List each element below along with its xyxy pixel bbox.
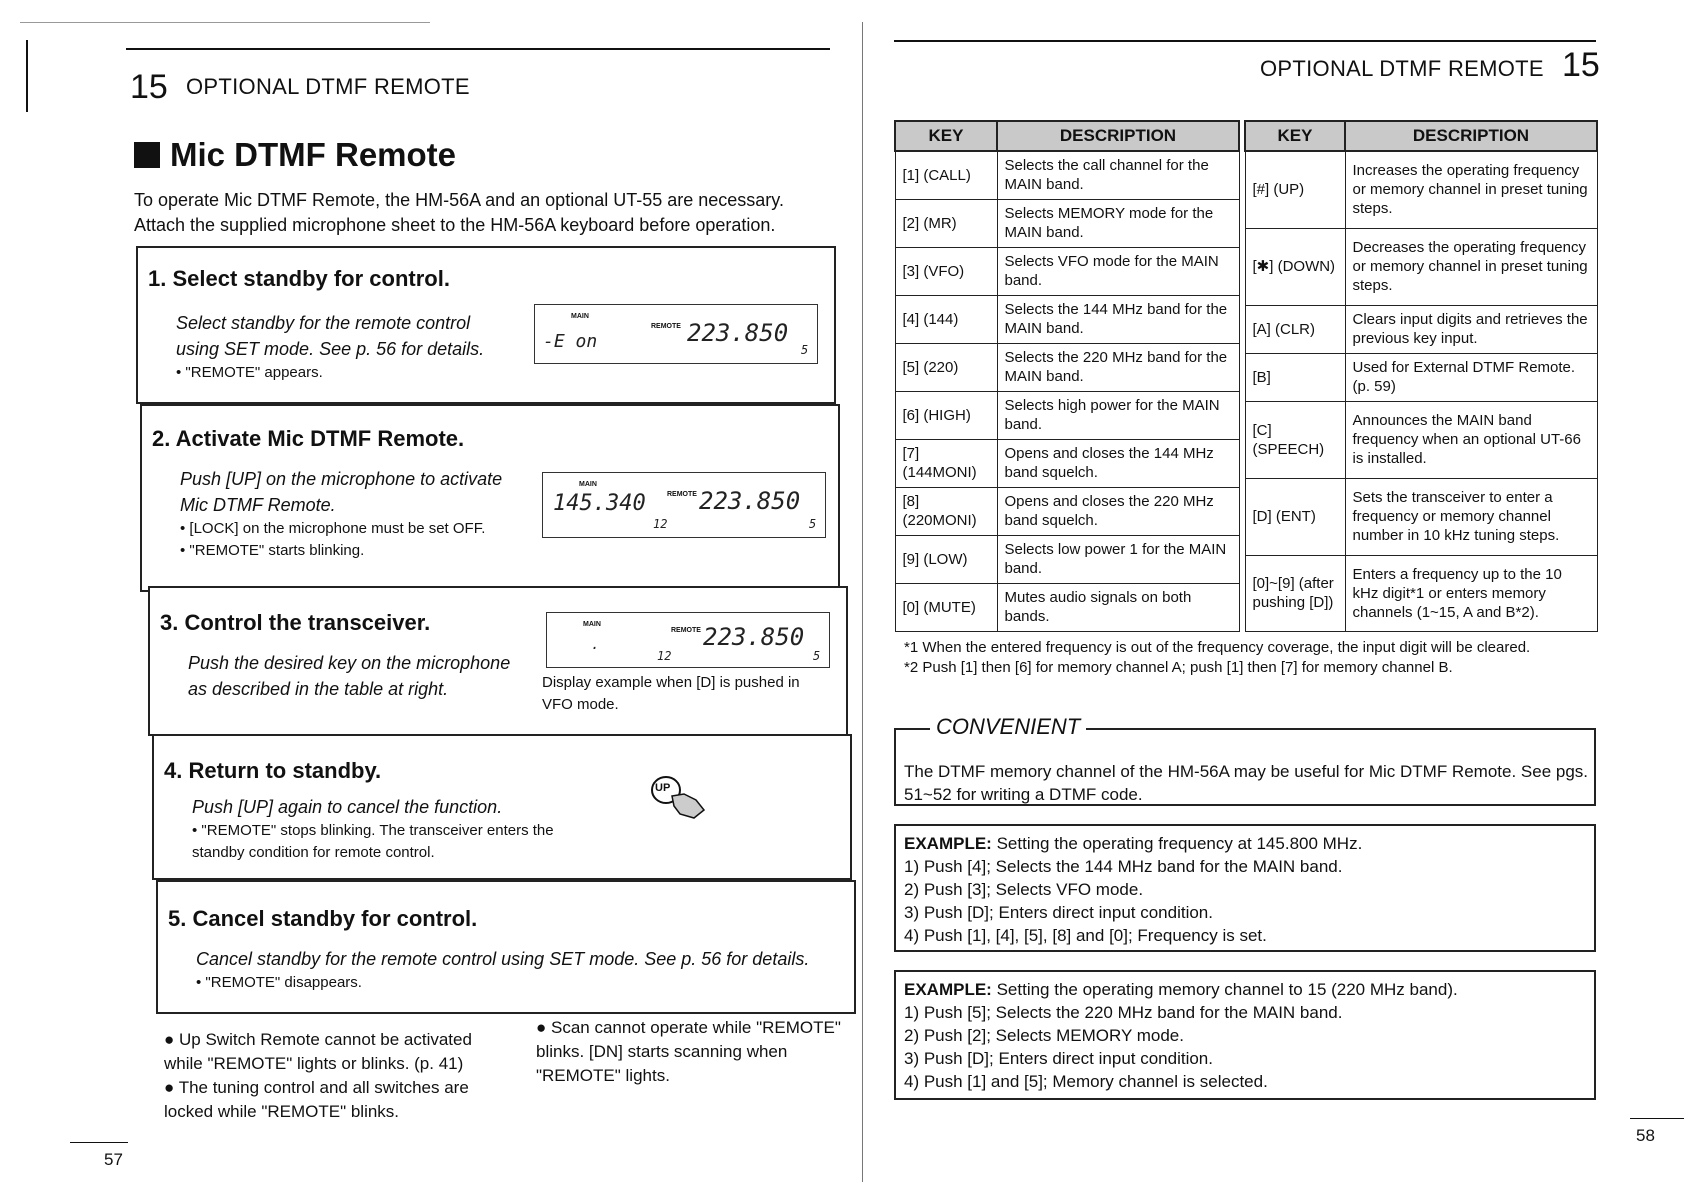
step-1-bullet: • "REMOTE" appears.	[176, 364, 323, 381]
step-1-body: Select standby for the remote control using SET mode. See p. 56 for details. • "REMOTE" appears.	[176, 310, 506, 384]
step-4-title: 4. Return to standby.	[164, 758, 382, 783]
example-2-step: 1) Push [5]; Selects the 220 MHz band for the MAIN band.	[904, 1003, 1343, 1022]
section-title: Mic DTMF Remote	[134, 136, 456, 174]
left-header-rule	[126, 48, 830, 50]
step-4-bullet: • "REMOTE" stops blinking. The transceiver enters the standby condition for remote control.	[192, 822, 554, 861]
column-header-description: DESCRIPTION	[1345, 121, 1597, 151]
lcd-right-frequency: 223.850	[687, 319, 789, 347]
remote-indicator-blinking: REMOTE	[671, 627, 701, 634]
table-row	[1245, 555, 1597, 631]
up-key-press-icon	[650, 774, 710, 820]
table-row	[1245, 353, 1597, 401]
right-header-title: OPTIONAL DTMF REMOTE	[1260, 56, 1544, 81]
right-footer-rule	[1630, 1118, 1684, 1119]
key-table-left	[894, 120, 1240, 632]
note-item: ● Up Switch Remote cannot be activated while "REMOTE" lights or blinks. (p. 41)	[164, 1030, 472, 1073]
step-4-body: Push [UP] again to cancel the function. • "REMOTE" stops blinking. The transceiver enters the standby condition for remote control.	[192, 794, 572, 864]
table-cell-desc: Selects the call channel for the MAIN band.	[997, 151, 1239, 199]
table-cell-key: [0] (MUTE)	[895, 583, 997, 631]
table-cell-key: [5] (220)	[895, 343, 997, 391]
example-1-step: 1) Push [4]; Selects the 144 MHz band for the MAIN band.	[904, 857, 1343, 876]
lcd-3-caption: Display example when [D] is pushed in VFO mode.	[542, 674, 800, 713]
right-page-number: 58	[1636, 1126, 1655, 1145]
table-cell-desc: Opens and closes the 144 MHz band squelch.	[997, 439, 1239, 487]
step-1-title: 1. Select standby for control.	[148, 266, 450, 291]
table-row	[1245, 478, 1597, 555]
example-1-step: 4) Push [1], [4], [5], [8] and [0]; Frequency is set.	[904, 926, 1267, 945]
step-5-bullet: • "REMOTE" disappears.	[196, 974, 362, 991]
main-indicator: MAIN	[583, 621, 601, 628]
table-cell-desc: Sets the transceiver to enter a frequency or memory channel number in 10 kHz tuning steps.	[1345, 478, 1597, 555]
note-list-right	[536, 1016, 862, 1088]
table-cell-desc: Opens and closes the 220 MHz band squelch.	[997, 487, 1239, 535]
table-cell-key: [#] (UP)	[1245, 151, 1345, 228]
convenient-title: CONVENIENT	[930, 714, 1086, 740]
table-cell-key: [2] (MR)	[895, 199, 997, 247]
table-cell-desc: Selects high power for the MAIN band.	[997, 391, 1239, 439]
lcd-sub-digit: 5	[801, 343, 809, 357]
table-row	[895, 151, 1239, 199]
left-footer-rule	[70, 1142, 128, 1143]
lcd-left-frequency: 145.340	[553, 491, 646, 516]
table-row	[895, 535, 1239, 583]
table-cell-desc: Clears input digits and retrieves the previous key input.	[1345, 305, 1597, 353]
lcd-display-2	[542, 472, 826, 538]
note-item: ● Scan cannot operate while "REMOTE" blinks. [DN] starts scanning when "REMOTE" lights.	[536, 1018, 841, 1085]
remote-indicator: REMOTE	[651, 323, 681, 330]
scan-edge-line	[20, 22, 430, 23]
table-cell-key: [D] (ENT)	[1245, 478, 1345, 555]
left-header-title: OPTIONAL DTMF REMOTE	[186, 74, 470, 99]
right-header-rule	[894, 40, 1596, 42]
intro-text: To operate Mic DTMF Remote, the HM-56A and an optional UT-55 are necessary. Attach the supplied microphone sheet to the HM-56A keyboard before operation.	[134, 190, 784, 235]
table-row	[895, 247, 1239, 295]
table-row	[1245, 401, 1597, 478]
table-cell-key: [1] (CALL)	[895, 151, 997, 199]
example-1-box	[894, 824, 1596, 952]
table-cell-desc: Selects the 144 MHz band for the MAIN band.	[997, 295, 1239, 343]
table-cell-desc: Used for External DTMF Remote. (p. 59)	[1345, 353, 1597, 401]
table-cell-desc: Increases the operating frequency or memory channel in preset tuning steps.	[1345, 151, 1597, 228]
example-1-step: 3) Push [D]; Enters direct input condition.	[904, 903, 1213, 922]
footnote-2: *2 Push [1] then [6] for memory channel A; push [1] then [7] for memory channel B.	[904, 659, 1453, 676]
example-1-heading: EXAMPLE: Setting the operating frequency at 145.800 MHz.	[904, 834, 1363, 853]
step-5-title: 5. Cancel standby for control.	[168, 906, 478, 931]
example-2-step: 4) Push [1] and [5]; Memory channel is selected.	[904, 1072, 1268, 1091]
note-list-left	[164, 1028, 494, 1124]
lcd-right-frequency: 223.850	[699, 487, 801, 515]
lcd-left-readout: -E on	[543, 331, 598, 352]
lcd-display-3	[546, 612, 830, 668]
table-cell-desc: Selects VFO mode for the MAIN band.	[997, 247, 1239, 295]
lcd-sub-digit: 5	[813, 649, 821, 663]
step-2-bullet-2: • "REMOTE" starts blinking.	[180, 542, 365, 559]
lcd-sub-digit-2: 12	[657, 649, 672, 663]
column-header-key: KEY	[895, 121, 997, 151]
footnotes	[904, 638, 1604, 678]
square-bullet-icon	[134, 142, 160, 168]
table-cell-key: [A] (CLR)	[1245, 305, 1345, 353]
step-2-body: Push [UP] on the microphone to activate Mic DTMF Remote. • [LOCK] on the microphone must be set OFF. • "REMOTE" starts blinking.	[180, 466, 516, 562]
table-cell-key: [4] (144)	[895, 295, 997, 343]
footnote-1: *1 When the entered frequency is out of the frequency coverage, the input digit will be cleared.	[904, 639, 1531, 656]
lcd-sub-digit: 5	[809, 517, 817, 531]
step-2-bullet-1: • [LOCK] on the microphone must be set OFF.	[180, 520, 486, 537]
table-row	[1245, 151, 1597, 228]
main-indicator: MAIN	[579, 481, 597, 488]
lcd-right-frequency: 223.850	[703, 623, 805, 651]
table-row	[895, 487, 1239, 535]
example-2-step: 2) Push [2]; Selects MEMORY mode.	[904, 1026, 1184, 1045]
table-cell-desc: Decreases the operating frequency or memory channel in preset tuning steps.	[1345, 228, 1597, 305]
left-page-number: 57	[104, 1150, 123, 1169]
table-cell-desc: Selects low power 1 for the MAIN band.	[997, 535, 1239, 583]
convenient-text: The DTMF memory channel of the HM-56A may be useful for Mic DTMF Remote. See pgs. 51~52 for writing a DTMF code.	[904, 762, 1589, 804]
table-row	[895, 199, 1239, 247]
step-5-body: Cancel standby for the remote control using SET mode. See p. 56 for details. • "REMOTE" disappears.	[196, 946, 846, 994]
table-cell-desc: Announces the MAIN band frequency when an optional UT-66 is installed.	[1345, 401, 1597, 478]
example-2-heading: EXAMPLE: Setting the operating memory channel to 15 (220 MHz band).	[904, 980, 1458, 999]
column-header-description: DESCRIPTION	[997, 121, 1239, 151]
scan-edge-mark	[26, 40, 28, 112]
column-header-key: KEY	[1245, 121, 1345, 151]
step-2-box	[140, 404, 840, 592]
table-row	[1245, 228, 1597, 305]
table-cell-key: [8] (220MONI)	[895, 487, 997, 535]
step-3-title: 3. Control the transceiver.	[160, 610, 431, 635]
remote-indicator-blinking: REMOTE	[667, 491, 697, 498]
table-cell-desc: Selects MEMORY mode for the MAIN band.	[997, 199, 1239, 247]
step-4-box	[152, 734, 852, 880]
step-1-box	[136, 246, 836, 404]
table-cell-key: [7] (144MONI)	[895, 439, 997, 487]
table-row	[895, 343, 1239, 391]
table-cell-key: [✱] (DOWN)	[1245, 228, 1345, 305]
table-cell-desc: Enters a frequency up to the 10 kHz digit*1 or enters memory channels (1~15, A and B*2).	[1345, 555, 1597, 631]
left-chapter-number: 15	[130, 68, 168, 106]
table-cell-key: [9] (LOW)	[895, 535, 997, 583]
table-row	[895, 439, 1239, 487]
table-row	[895, 295, 1239, 343]
step-2-title: 2. Activate Mic DTMF Remote.	[152, 426, 465, 451]
table-row	[895, 391, 1239, 439]
note-item: ● The tuning control and all switches are locked while "REMOTE" blinks.	[164, 1078, 469, 1121]
table-cell-key: [C] (SPEECH)	[1245, 401, 1345, 478]
lcd-display-1	[534, 304, 818, 364]
up-key-label: UP	[655, 782, 671, 794]
table-cell-key: [0]~[9] (after pushing [D])	[1245, 555, 1345, 631]
table-cell-key: [3] (VFO)	[895, 247, 997, 295]
example-2-step: 3) Push [D]; Enters direct input condition.	[904, 1049, 1213, 1068]
step-3-body: Push the desired key on the microphone as described in the table at right.	[188, 653, 511, 699]
table-cell-desc: Selects the 220 MHz band for the MAIN band.	[997, 343, 1239, 391]
page-gutter	[862, 22, 863, 1182]
step-3-box	[148, 586, 848, 736]
lcd-left-readout: .	[591, 637, 600, 653]
key-table-right	[1244, 120, 1598, 632]
table-row	[1245, 305, 1597, 353]
step-5-box	[156, 880, 856, 1014]
table-row	[895, 583, 1239, 631]
table-cell-desc: Mutes audio signals on both bands.	[997, 583, 1239, 631]
table-cell-key: [6] (HIGH)	[895, 391, 997, 439]
example-1-step: 2) Push [3]; Selects VFO mode.	[904, 880, 1144, 899]
example-2-box	[894, 970, 1596, 1100]
lcd-sub-digit-2: 12	[653, 517, 668, 531]
main-indicator: MAIN	[571, 313, 589, 320]
right-chapter-number: 15	[1562, 46, 1600, 84]
table-cell-key: [B]	[1245, 353, 1345, 401]
